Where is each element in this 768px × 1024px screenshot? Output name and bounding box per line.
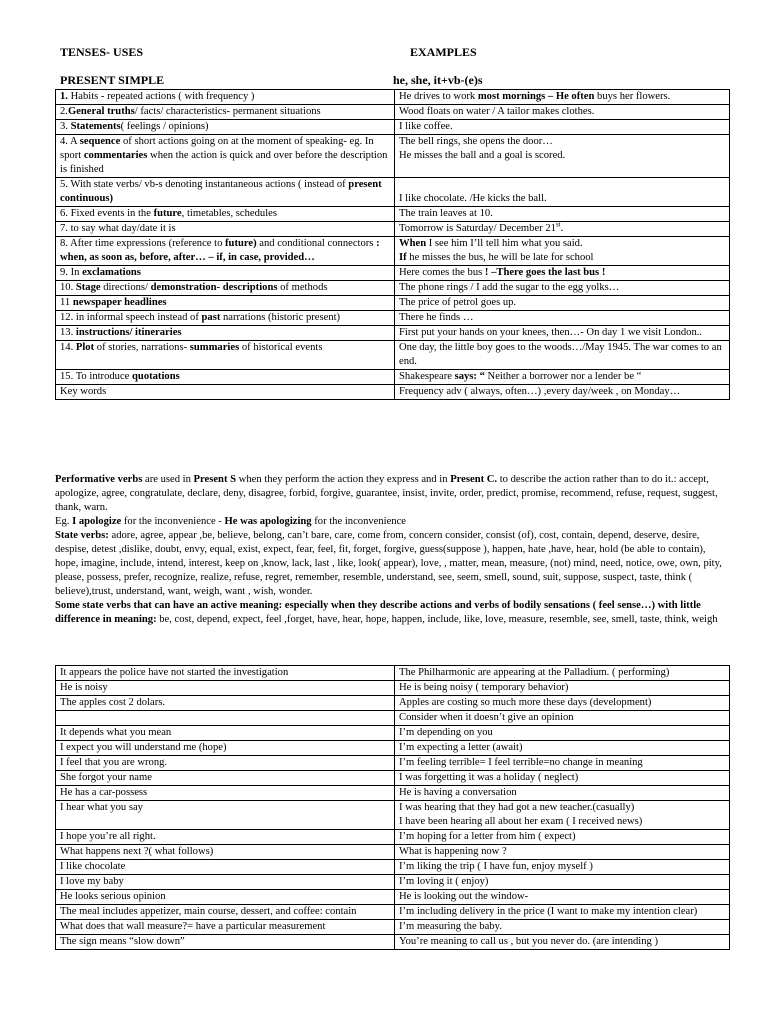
example-cell: Frequency adv ( always, often…) ,every day/week , on Monday… xyxy=(395,385,730,400)
table-row xyxy=(56,726,730,741)
example-cell: Wood floats on water / A tailor makes clothes. xyxy=(395,105,730,120)
stative-example-cell: It appears the police have not started the investigation xyxy=(56,666,395,681)
stative-example-cell: What does that wall measure?= have a particular measurement xyxy=(56,920,395,935)
uses-table xyxy=(55,89,730,400)
active-example-cell: I’m including delivery in the price (I want to make my intention clear) xyxy=(395,905,730,920)
stative-example-cell: The apples cost 2 dolars. xyxy=(56,696,395,711)
stative-example-cell: He has a car-possess xyxy=(56,786,395,801)
comparison-table xyxy=(55,665,730,950)
stative-example-cell xyxy=(56,711,395,726)
active-example-cell: I’m depending on you xyxy=(395,726,730,741)
stative-example-cell: I like chocolate xyxy=(56,860,395,875)
stative-example-cell: The meal includes appetizer, main course, dessert, and coffee: contain xyxy=(56,905,395,920)
use-cell: 1. Habits - repeated actions ( with frequency ) xyxy=(56,90,395,105)
performative-verbs-paragraph: Performative verbs are used in Present S when they perform the action they express and in Present C. to describe the action rather than to do it.: accept, apologize, agree, congratulate, declare, deny, disagree, forbid, forgive, guarantee, insist, invite, order, predict, promise, recommend, refuse, request, suggest, thank, warn. xyxy=(55,474,718,513)
use-cell: 9. In exclamations xyxy=(56,266,395,281)
table-row xyxy=(56,135,730,178)
example-cell: One day, the little boy goes to the woods…/May 1945. The war comes to an end. xyxy=(395,341,730,370)
stative-example-cell: He looks serious opinion xyxy=(56,890,395,905)
use-cell: 6. Fixed events in the future, timetables, schedules xyxy=(56,207,395,222)
example-cell: Tomorrow is Saturday/ December 21st. xyxy=(395,222,730,237)
table-row xyxy=(56,207,730,222)
table-row xyxy=(56,237,730,266)
table-row xyxy=(56,296,730,311)
example-cell: I like coffee. xyxy=(395,120,730,135)
use-cell: 13. instructions/ itineraries xyxy=(56,326,395,341)
active-example-cell: What is happening now ? xyxy=(395,845,730,860)
active-state-verbs-paragraph: Some state verbs that can have an active meaning: especially when they describe actions and verbs of bodily sensations ( feel sense…) with little difference in meaning: be, cost, depend, expect, feel ,forget, have, hear, hope, happen, include, like, love, measure, resemble, see, smell, taste, think, weigh xyxy=(55,600,718,625)
active-example-cell: You’re meaning to call us , but you never do. (are intending ) xyxy=(395,935,730,950)
example-cell: Here comes the bus ! –There goes the last bus ! xyxy=(395,266,730,281)
stative-example-cell: It depends what you mean xyxy=(56,726,395,741)
stative-example-cell: What happens next ?( what follows) xyxy=(56,845,395,860)
use-cell: 14. Plot of stories, narrations- summaries of historical events xyxy=(56,341,395,370)
example-cell: The phone rings / I add the sugar to the egg yolks… xyxy=(395,281,730,296)
section-present-simple: PRESENT SIMPLE xyxy=(60,73,165,87)
table-row xyxy=(56,311,730,326)
stative-example-cell: I hope you’re all right. xyxy=(56,830,395,845)
use-cell: 8. After time expressions (reference to future) and conditional connectors : when, as soon as, before, after… – if, in case, provided… xyxy=(56,237,395,266)
table-row xyxy=(56,90,730,105)
active-example-cell: He is having a conversation xyxy=(395,786,730,801)
table-row xyxy=(56,326,730,341)
table-row xyxy=(56,905,730,920)
stative-example-cell: I love my baby xyxy=(56,875,395,890)
stative-example-cell: I expect you will understand me (hope) xyxy=(56,741,395,756)
table-row xyxy=(56,935,730,950)
table-row xyxy=(56,696,730,711)
active-example-cell: I’m liking the trip ( I have fun, enjoy myself ) xyxy=(395,860,730,875)
table-row xyxy=(56,105,730,120)
table-row xyxy=(56,120,730,135)
active-example-cell: I was hearing that they had got a new teacher.(casually) I have been hearing all about her exam ( I received news) xyxy=(395,801,730,830)
active-example-cell: Apples are costing so much more these days (development) xyxy=(395,696,730,711)
use-cell: 10. Stage directions/ demonstration- descriptions of methods xyxy=(56,281,395,296)
table-row xyxy=(56,681,730,696)
stative-example-cell: He is noisy xyxy=(56,681,395,696)
title-tenses-uses: TENSES- USES xyxy=(60,45,144,59)
state-verbs-paragraph: State verbs: adore, agree, appear ,be, believe, belong, can’t bare, care, come from, concern consider, consist (of), cost, contain, depend, deserve, desire, despise, detest ,dislike, doubt, envy, equal, exist, expect, fear, feel, fit, forget, forgive, guess(suppose ), happen, hate ,have, hear, hold (be able to contain), hope, imagine, include, intend, interest, keep on ,know, lack, last , like, look( appear), love, , matter, mean, measure, (not) mind, need, notice, owe, own, pity, please, possess, prefer, recognize, realize, refuse, regret, remember, resemble, understand, see, seem, smell, sound, suit, suppose, suspect, taste, think ( believe),trust, understand, want, weigh, want , wish, wonder. xyxy=(55,530,722,597)
example-cell: The price of petrol goes up. xyxy=(395,296,730,311)
table-row xyxy=(56,830,730,845)
stative-example-cell: The sign means “slow down” xyxy=(56,935,395,950)
use-cell: 12. in informal speech instead of past narrations (historic present) xyxy=(56,311,395,326)
table-row xyxy=(56,920,730,935)
example-cell: He drives to work most mornings – He often buys her flowers. xyxy=(395,90,730,105)
table-row xyxy=(56,756,730,771)
active-example-cell: I’m loving it ( enjoy) xyxy=(395,875,730,890)
table-row xyxy=(56,281,730,296)
table-row xyxy=(56,741,730,756)
example-cell: The bell rings, she opens the door… He misses the ball and a goal is scored. xyxy=(395,135,730,178)
table-row xyxy=(56,890,730,905)
use-cell: 11 newspaper headlines xyxy=(56,296,395,311)
active-example-cell: Consider when it doesn’t give an opinion xyxy=(395,711,730,726)
table-row xyxy=(56,875,730,890)
use-cell: 3. Statements( feelings / opinions) xyxy=(56,120,395,135)
use-cell: 15. To introduce quotations xyxy=(56,370,395,385)
table-row xyxy=(56,666,730,681)
active-example-cell: I was forgetting it was a holiday ( neglect) xyxy=(395,771,730,786)
active-example-cell: I’m hoping for a letter from him ( expect) xyxy=(395,830,730,845)
example-line: Eg. I apologize for the inconvenience - He was apologizing for the inconvenience xyxy=(55,516,407,527)
use-cell: 7. to say what day/date it is xyxy=(56,222,395,237)
example-cell: First put your hands on your knees, then…- On day 1 we visit London.. xyxy=(395,326,730,341)
table-row xyxy=(56,222,730,237)
example-cell: I like chocolate. /He kicks the ball. xyxy=(395,178,730,207)
active-example-cell: I’m measuring the baby. xyxy=(395,920,730,935)
stative-example-cell: I feel that you are wrong. xyxy=(56,756,395,771)
stative-example-cell: I hear what you say xyxy=(56,801,395,830)
example-cell: Shakespeare says: “ Neither a borrower nor a lender be “ xyxy=(395,370,730,385)
table-row xyxy=(56,385,730,400)
section-formula: he, she, it+vb-(e)s xyxy=(393,73,483,87)
example-cell: When I see him I’ll tell him what you said. If he misses the bus, he will be late for school xyxy=(395,237,730,266)
active-example-cell: The Philharmonic are appearing at the Palladium. ( performing) xyxy=(395,666,730,681)
table-row xyxy=(56,860,730,875)
stative-example-cell: She forgot your name xyxy=(56,771,395,786)
table-row xyxy=(56,341,730,370)
table-row xyxy=(56,370,730,385)
active-example-cell: He is being noisy ( temporary behavior) xyxy=(395,681,730,696)
use-cell: 2.General truths/ facts/ characteristics- permanent situations xyxy=(56,105,395,120)
table-row xyxy=(56,178,730,207)
use-cell: 5. With state verbs/ vb-s denoting instantaneous actions ( instead of present continuous) xyxy=(56,178,395,207)
example-cell: The train leaves at 10. xyxy=(395,207,730,222)
active-example-cell: I’m feeling terrible= I feel terrible=no change in meaning xyxy=(395,756,730,771)
table-row xyxy=(56,801,730,830)
table-row xyxy=(56,266,730,281)
example-cell: There he finds … xyxy=(395,311,730,326)
table-row xyxy=(56,711,730,726)
title-examples: EXAMPLES xyxy=(410,45,477,59)
use-cell: 4. A sequence of short actions going on at the moment of speaking- eg. In sport commentaries when the action is quick and over before the description is finished xyxy=(56,135,395,178)
notes-section xyxy=(55,473,730,627)
active-example-cell: I’m expecting a letter (await) xyxy=(395,741,730,756)
table-row xyxy=(56,845,730,860)
table-row xyxy=(56,771,730,786)
use-cell: Key words xyxy=(56,385,395,400)
table-row xyxy=(56,786,730,801)
active-example-cell: He is looking out the window- xyxy=(395,890,730,905)
